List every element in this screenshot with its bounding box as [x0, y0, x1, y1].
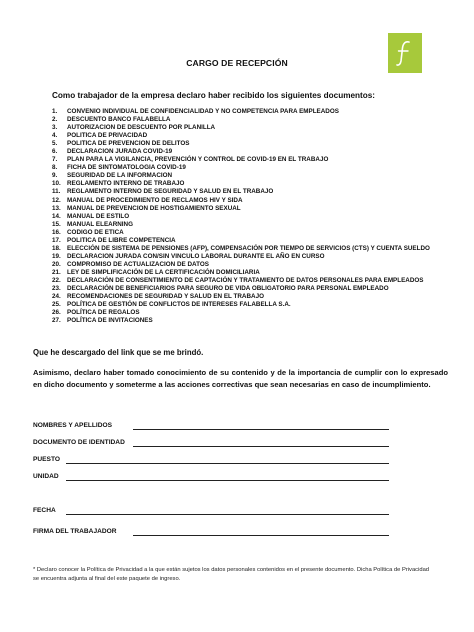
- document-list-item: [52, 301, 430, 309]
- list-item-number: 10.: [52, 180, 61, 188]
- list-item-number: 2.: [52, 116, 58, 124]
- document-list-item: [52, 317, 430, 325]
- list-item-number: 14.: [52, 212, 61, 220]
- position-label: PUESTO: [33, 456, 60, 463]
- list-item-number: 22.: [52, 276, 61, 284]
- list-item-number: 5.: [52, 140, 58, 148]
- position-line[interactable]: [66, 463, 389, 464]
- list-item-text: REGLAMENTO INTERNO DE SEGURIDAD Y SALUD EN EL TRABAJO: [67, 188, 274, 196]
- document-list-item: [52, 188, 430, 196]
- list-item-number: 24.: [52, 293, 61, 301]
- document-list-item: [52, 108, 430, 116]
- list-item-text: AUTORIZACION DE DESCUENTO POR PLANILLA: [67, 124, 216, 132]
- list-item-text: DECLARACION JURADA COVID-19: [67, 148, 173, 156]
- list-item-text: DECLARACION JURADA CON/SIN VINCULO LABORAL DURANTE EL AÑO EN CURSO: [67, 252, 325, 260]
- list-item-number: 12.: [52, 196, 61, 204]
- list-item-text: ELECCIÓN DE SISTEMA DE PENSIONES (AFP), COMPENSACIÓN POR TIEMPO DE SERVICIOS (CTS) Y CUENTA SUELDO: [67, 244, 430, 252]
- list-item-text: COMPROMISO DE ACTUALIZACION DE DATOS: [67, 260, 209, 268]
- list-item-text: DECLARACIÓN DE BENEFICIARIOS PARA SEGURO DE VIDA OBLIGATORIO PARA PERSONAL EMPLEADO: [67, 285, 389, 293]
- list-item-number: 3.: [52, 124, 58, 132]
- list-item-text: CODIGO DE ETICA: [67, 228, 124, 236]
- document-list-item: [52, 277, 430, 285]
- list-item-number: 17.: [52, 236, 61, 244]
- document-list-item: [52, 124, 430, 132]
- list-item-number: 9.: [52, 172, 58, 180]
- list-item-text: DECLARACIÓN DE CONSENTIMIENTO DE CAPTACIÓN Y TRATAMIENTO DE DATOS PERSONALES PARA EMPLEADOS: [67, 276, 424, 284]
- list-item-number: 27.: [52, 317, 61, 325]
- list-item-number: 1.: [52, 108, 58, 115]
- list-item-text: POLITICA DE LIBRE COMPETENCIA: [67, 236, 176, 244]
- list-item-text: POLÍTICA DE REGALOS: [67, 309, 140, 317]
- list-item-text: PLAN PARA LA VIGILANCIA, PREVENCIÓN Y CONTROL DE COVID-19 EN EL TRABAJO: [67, 156, 329, 164]
- id-document-label: DOCUMENTO DE IDENTIDAD: [33, 439, 125, 446]
- list-item-text: LEY DE SIMPLIFICACIÓN DE LA CERTIFICACIÓN DOMICILIARIA: [67, 268, 260, 276]
- document-list-item: [52, 269, 430, 277]
- document-list-item: [52, 164, 430, 172]
- list-item-number: 25.: [52, 301, 61, 309]
- document-list-item: [52, 309, 430, 317]
- document-list-item: [52, 221, 430, 229]
- list-item-text: MANUAL DE ESTILO: [67, 212, 130, 220]
- document-list-item: [52, 116, 430, 124]
- list-item-number: 26.: [52, 309, 61, 317]
- list-item-text: POLITICA DE PREVENCION DE DELITOS: [67, 140, 190, 148]
- document-list: [52, 108, 430, 325]
- document-list-item: [52, 261, 430, 269]
- list-item-number: 16.: [52, 228, 61, 236]
- document-list-item: [52, 205, 430, 213]
- download-statement: Que he descargado del link que se me brindó.: [33, 348, 204, 357]
- document-list-item: [52, 245, 430, 253]
- list-item-number: 11.: [52, 188, 61, 196]
- document-list-item: [52, 156, 430, 164]
- list-item-text: RECOMENDACIONES DE SEGURIDAD Y SALUD EN EL TRABAJO: [67, 293, 264, 301]
- document-list-item: [52, 132, 430, 140]
- list-item-text: REGLAMENTO INTERNO DE TRABAJO: [67, 180, 185, 188]
- list-item-text: FICHA DE SINTOMATOLOGIA COVID-19: [67, 164, 186, 172]
- document-list-item: [52, 180, 430, 188]
- document-list-item: [52, 213, 430, 221]
- list-item-number: 18.: [52, 244, 61, 252]
- date-label: FECHA: [33, 507, 56, 514]
- privacy-footnote: * Declaro conocer la Política de Privacidad a la que están sujetos los datos personales contenidos en el presente documento. Dicha Política de Privacidad se encuentra adjunta al final del este paquete de ingreso.: [33, 567, 430, 582]
- list-item-text: SEGURIDAD DE LA INFORMACION: [67, 172, 173, 180]
- list-item-number: 15.: [52, 220, 61, 228]
- date-line[interactable]: [66, 514, 389, 515]
- list-item-text: DESCUENTO BANCO FALABELLA: [67, 116, 171, 124]
- list-item-number: 6.: [52, 148, 58, 156]
- list-item-number: 23.: [52, 285, 61, 293]
- list-item-number: 13.: [52, 204, 61, 212]
- list-item-text: MANUAL DE PREVENCION DE HOSTIGAMIENTO SEXUAL: [67, 204, 241, 212]
- name-line[interactable]: [133, 429, 389, 430]
- list-item-text: MANUAL DE PROCEDIMIENTO DE RECLAMOS HIV Y SIDA: [67, 196, 243, 204]
- document-list-item: [52, 197, 430, 205]
- signature-label: FIRMA DEL TRABAJADOR: [33, 528, 117, 535]
- list-item-text: POLÍTICA DE INVITACIONES: [67, 317, 153, 325]
- list-item-number: 7.: [52, 156, 58, 164]
- list-item-text: CONVENIO INDIVIDUAL DE CONFIDENCIALIDAD Y NO COMPETENCIA PARA EMPLEADOS: [67, 108, 339, 115]
- list-item-number: 8.: [52, 164, 58, 172]
- document-list-item: [52, 229, 430, 237]
- list-item-number: 21.: [52, 268, 61, 276]
- list-item-text: MANUAL ELEARNING: [67, 220, 134, 228]
- document-list-item: [52, 140, 430, 148]
- list-item-number: 20.: [52, 260, 61, 268]
- document-list-item: [52, 285, 430, 293]
- name-label: NOMBRES Y APELLIDOS: [33, 422, 113, 429]
- unit-label: UNIDAD: [33, 473, 59, 480]
- unit-line[interactable]: [66, 480, 389, 481]
- document-list-item: [52, 293, 430, 301]
- list-item-number: 19.: [52, 252, 61, 260]
- list-item-text: POLÍTICA DE GESTIÓN DE CONFLICTOS DE INTERESES FALABELLA S.A.: [67, 301, 291, 309]
- document-list-item: [52, 253, 430, 261]
- document-list-item: [52, 237, 430, 245]
- commitment-paragraph: Asimismo, declaro haber tomado conocimiento de su contenido y de la importancia de cumplir con lo expresado en dicho documento y someterme a las acciones correctivas que sean necesarias en caso de incumplimiento.: [33, 368, 448, 389]
- signature-line[interactable]: [133, 535, 389, 536]
- id-document-line[interactable]: [133, 446, 389, 447]
- list-item-number: 4.: [52, 132, 58, 140]
- document-list-item: [52, 172, 430, 180]
- page-title: CARGO DE RECEPCIÓN: [186, 58, 288, 68]
- intro-text: Como trabajador de la empresa declaro haber recibido los siguientes documentos:: [52, 91, 376, 100]
- list-item-text: POLITICA DE PRIVACIDAD: [67, 132, 148, 140]
